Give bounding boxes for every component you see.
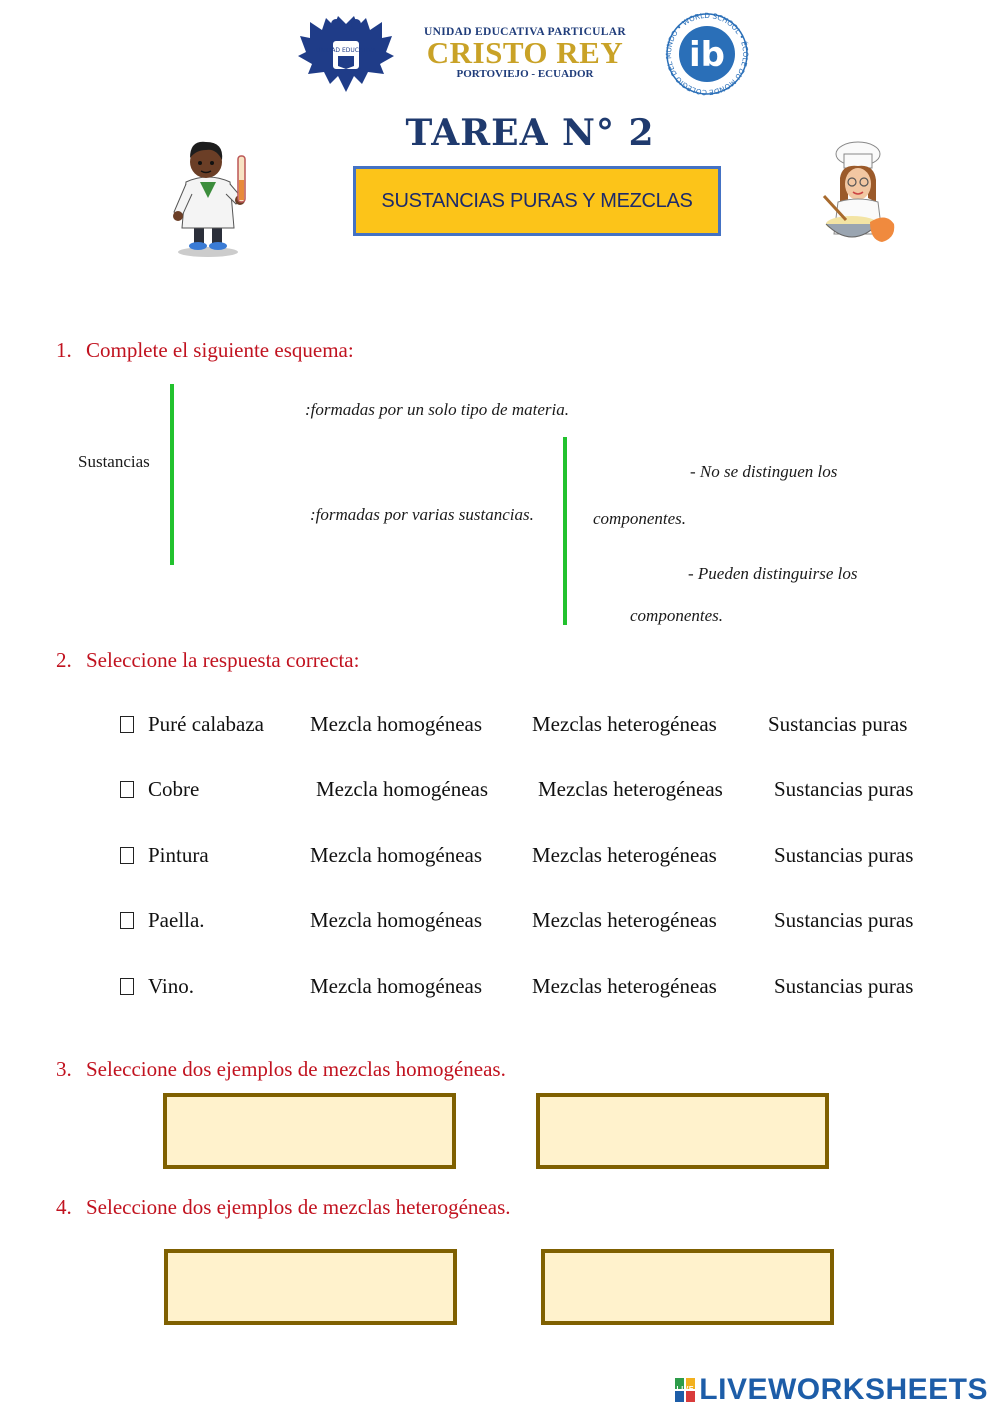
- school-name-line3: PORTOVIEJO - ECUADOR: [456, 68, 594, 80]
- question-2: [56, 648, 359, 673]
- option-sustancias-puras[interactable]: Sustancias puras: [774, 974, 914, 998]
- ib-ring-text: COLEGIO DEL MUNDO • WORLD SCHOOL • ÉCOLE DU MONDE: [663, 10, 751, 98]
- ib-letters: ib: [689, 35, 725, 75]
- answer-drop-box-q4-1[interactable]: [164, 1249, 457, 1325]
- option-mezcla-homogeneas[interactable]: Mezcla homogéneas: [316, 777, 489, 801]
- row-item-label: Cobre: [148, 777, 200, 801]
- checkbox[interactable]: [120, 978, 134, 995]
- row-item-label: Puré calabaza: [148, 712, 265, 736]
- option-mezclas-heterogeneas[interactable]: Mezclas heterogéneas: [538, 777, 723, 801]
- scientist-illustration: [160, 136, 260, 258]
- scheme-sub-2-line-a: - Pueden distinguirse los: [688, 564, 858, 583]
- question-2-number: 2.: [56, 648, 72, 672]
- option-mezclas-heterogeneas[interactable]: Mezclas heterogéneas: [532, 974, 717, 998]
- scheme-sub-1-line-a: - No se distinguen los: [690, 462, 838, 481]
- scheme-bracket-main: [170, 384, 174, 565]
- option-mezcla-homogeneas[interactable]: Mezcla homogéneas: [310, 974, 483, 998]
- question-3-text: Seleccione dos ejemplos de mezclas homogéneas.: [86, 1057, 506, 1081]
- ib-world-school-logo: [655, 10, 760, 98]
- page-title: TAREA N° 2: [405, 112, 655, 154]
- question-2-text: Seleccione la respuesta correcta:: [86, 648, 360, 672]
- option-mezcla-homogeneas[interactable]: Mezcla homogéneas: [310, 712, 483, 736]
- question-1: [56, 338, 354, 363]
- option-sustancias-puras[interactable]: Sustancias puras: [774, 843, 914, 867]
- option-sustancias-puras[interactable]: Sustancias puras: [774, 777, 914, 801]
- answer-drop-box-q3-2[interactable]: [536, 1093, 829, 1169]
- row-item-label: Vino.: [148, 974, 194, 998]
- scheme-branch-1: :formadas por un solo tipo de materia.: [305, 400, 569, 419]
- school-crest-logo: [296, 12, 396, 94]
- school-name: [405, 26, 645, 80]
- option-mezclas-heterogeneas[interactable]: Mezclas heterogéneas: [532, 843, 717, 867]
- question-3-number: 3.: [56, 1057, 72, 1081]
- chef-illustration: [812, 138, 904, 250]
- row-item-label: Pintura: [148, 843, 209, 867]
- scheme-bracket-sub: [563, 437, 567, 625]
- checkbox[interactable]: [120, 847, 134, 864]
- checkbox[interactable]: [120, 781, 134, 798]
- option-sustancias-puras[interactable]: Sustancias puras: [768, 712, 908, 736]
- liveworksheets-logo[interactable]: [675, 1373, 988, 1407]
- question-3: [56, 1057, 506, 1082]
- question-4: [56, 1195, 511, 1220]
- option-mezcla-homogeneas[interactable]: Mezcla homogéneas: [310, 843, 483, 867]
- checkbox[interactable]: [120, 912, 134, 929]
- scheme-sub-1-line-b: componentes.: [593, 509, 687, 528]
- answer-drop-box-q3-1[interactable]: [163, 1093, 456, 1169]
- crest-text: UNIDAD EDUCATIVA: [316, 47, 376, 54]
- scheme-root-label: Sustancias: [78, 452, 150, 471]
- question-4-text: Seleccione dos ejemplos de mezclas heterogéneas.: [86, 1195, 511, 1219]
- scheme-sub-2-line-b: componentes.: [630, 606, 724, 625]
- answer-drop-box-q4-2[interactable]: [541, 1249, 834, 1325]
- liveworksheets-badge: [675, 1378, 695, 1402]
- liveworksheets-text: LIVEWORKSHEETS: [699, 1373, 988, 1406]
- checkbox[interactable]: [120, 716, 134, 733]
- option-mezclas-heterogeneas[interactable]: Mezclas heterogéneas: [532, 908, 717, 932]
- question-4-number: 4.: [56, 1195, 72, 1219]
- subtitle-box: [353, 166, 721, 236]
- liveworksheets-badge-text: LIVE: [676, 1386, 695, 1393]
- option-sustancias-puras[interactable]: Sustancias puras: [774, 908, 914, 932]
- school-name-line2: CRISTO REY: [426, 35, 624, 70]
- question-1-number: 1.: [56, 338, 72, 362]
- subtitle-text: SUSTANCIAS PURAS Y MEZCLAS: [381, 189, 693, 212]
- option-mezclas-heterogeneas[interactable]: Mezclas heterogéneas: [532, 712, 717, 736]
- option-mezcla-homogeneas[interactable]: Mezcla homogéneas: [310, 908, 483, 932]
- row-item-label: Paella.: [148, 908, 205, 932]
- school-name-line1: UNIDAD EDUCATIVA PARTICULAR: [424, 26, 626, 38]
- scheme-branch-2: :formadas por varias sustancias.: [310, 505, 534, 524]
- question-1-text: Complete el siguiente esquema:: [86, 338, 354, 362]
